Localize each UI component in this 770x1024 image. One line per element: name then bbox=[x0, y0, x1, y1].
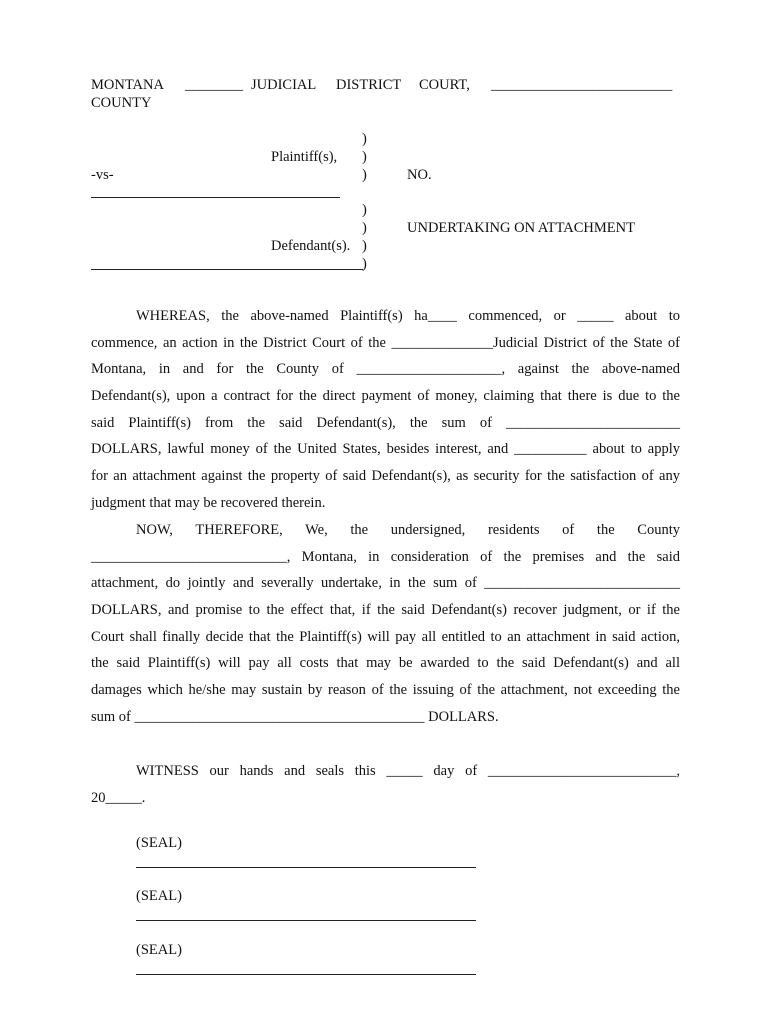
signature-line-2 bbox=[136, 920, 476, 921]
para-line: commence, an action in the District Court of the ______________Judicial District of the State of bbox=[91, 334, 680, 351]
para-line: for an attachment against the property of said Defendant(s), as security for the satisfaction of any bbox=[91, 468, 680, 485]
para-line: the said Plaintiff(s) will pay all costs that may be awarded to the said Defendant(s) and all bbox=[91, 655, 680, 672]
defendants-label: Defendant(s). bbox=[271, 238, 351, 254]
whereas-paragraph bbox=[91, 303, 680, 517]
para-line: Court shall finally decide that the Plaintiff(s) will pay all entitled to an attachment in said action, bbox=[91, 628, 680, 645]
header-montana: MONTANA bbox=[91, 77, 164, 93]
year-line: 20_____. bbox=[91, 789, 146, 806]
defendant-name-line bbox=[91, 269, 363, 270]
witness-line: WITNESS our hands and seals this _____ day of __________________________, bbox=[136, 763, 680, 779]
para-line: Montana, in and for the County of ____________________, against the above-named bbox=[91, 361, 680, 378]
therefore-paragraph bbox=[91, 517, 680, 731]
para-line: DOLLARS, lawful money of the United States, besides interest, and __________ about to apply bbox=[91, 441, 680, 458]
caption-paren: ) bbox=[362, 131, 367, 147]
seal-label-1: (SEAL) bbox=[136, 835, 182, 851]
para-line: sum of ________________________________________ DOLLARS. bbox=[91, 708, 499, 725]
para-line: damages which he/she may sustain by reason of the issuing of the attachment, not exceeding the bbox=[91, 682, 680, 699]
case-number-label: NO. bbox=[407, 167, 432, 183]
seal-label-3: (SEAL) bbox=[136, 942, 182, 958]
header-district-blank: ________ bbox=[185, 77, 243, 93]
plaintiffs-label: Plaintiff(s), bbox=[271, 149, 338, 165]
seal-label-2: (SEAL) bbox=[136, 888, 182, 904]
para-line: said Plaintiff(s) from the said Defendant(s), the sum of ________________________ bbox=[91, 414, 680, 431]
plaintiff-name-line bbox=[91, 197, 340, 198]
document-title: UNDERTAKING ON ATTACHMENT bbox=[407, 220, 635, 236]
header-county: COUNTY bbox=[91, 95, 152, 111]
witness-paragraph bbox=[91, 758, 680, 811]
para-line: judgment that may be recovered therein. bbox=[91, 494, 326, 511]
header-court: COURT, bbox=[419, 77, 470, 93]
header-county-blank: _________________________ bbox=[491, 77, 673, 93]
vs-label: -vs- bbox=[91, 167, 114, 183]
caption-paren: ) bbox=[362, 220, 367, 236]
caption-paren: ) bbox=[362, 167, 367, 183]
header-judicial: JUDICIAL bbox=[251, 77, 317, 93]
caption-paren: ) bbox=[362, 149, 367, 165]
para-line: Defendant(s), upon a contract for the direct payment of money, claiming that there is due to the bbox=[91, 388, 680, 405]
para-line: NOW, THEREFORE, We, the undersigned, residents of the County bbox=[136, 522, 680, 538]
caption-paren: ) bbox=[362, 238, 367, 254]
para-line: DOLLARS, and promise to the effect that, if the said Defendant(s) recover judgment, or if the bbox=[91, 602, 680, 619]
para-line: ___________________________, Montana, in consideration of the premises and the said bbox=[91, 548, 680, 565]
para-line: attachment, do jointly and severally undertake, in the sum of ___________________________ bbox=[91, 575, 680, 592]
caption-paren: ) bbox=[362, 256, 367, 272]
signature-line-3 bbox=[136, 974, 476, 975]
para-line: WHEREAS, the above-named Plaintiff(s) ha____ commenced, or _____ about to bbox=[136, 308, 680, 324]
header-district: DISTRICT bbox=[336, 77, 402, 93]
signature-line-1 bbox=[136, 867, 476, 868]
caption-paren: ) bbox=[362, 202, 367, 218]
